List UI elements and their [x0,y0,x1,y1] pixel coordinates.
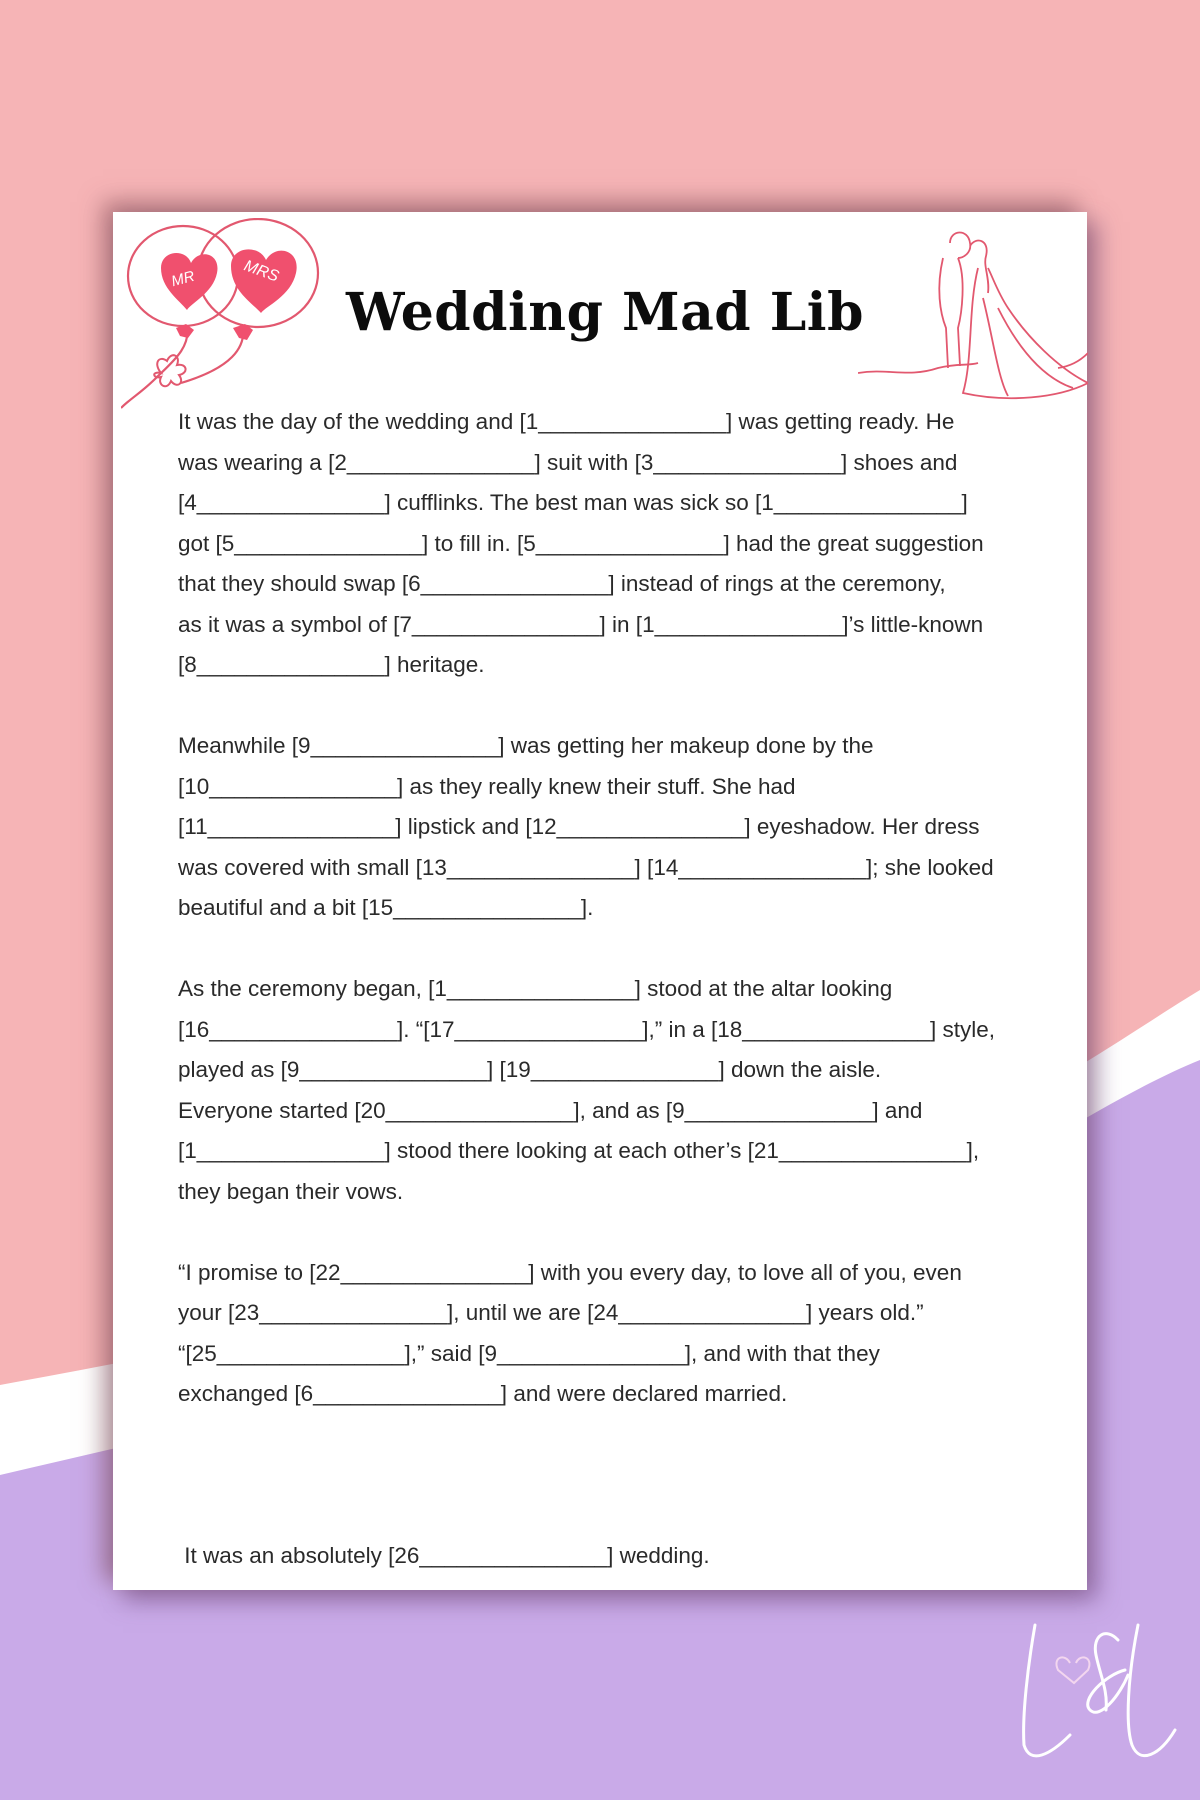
story-line: [11_______________] lipstick and [12_______________] eyeshadow. Her dress [178,814,980,839]
madlib-sheet [113,212,1087,1590]
mrs-label: MRS [241,257,281,286]
story-line: beautiful and a bit [15_______________]. [178,895,594,920]
story-paragraph-5 [178,1455,1048,1658]
story-line: was wearing a [2_______________] suit with [3_______________] shoes and [178,449,958,475]
story-line: got [5_______________] to fill in. [5_______________] had the great suggestion [178,530,984,556]
story-line: Everyone started [20_______________], and as [9_______________] and [178,1097,923,1123]
story-line: exchanged [6_______________] and were declared married. [178,1381,788,1406]
story-line: [16_______________]. “[17_______________],” in a [18_______________] style, [178,1016,995,1042]
story-line: [8_______________] heritage. [178,652,485,677]
story-line: that they should swap [6_______________] instead of rings at the ceremony, [178,571,946,596]
story-line: your [23_______________], until we are [24_______________] years old.” [178,1300,924,1325]
story-line: It was the day of the wedding and [1_______________] was getting ready. He [178,409,955,434]
story-paragraph-1 [178,402,1048,686]
story-line: [4_______________] cufflinks. The best man was sick so [1_______________] [178,490,968,515]
story-line: “I promise to [22_______________] with you every day, to love all of you, even [178,1259,962,1285]
heart-icon [1056,1657,1089,1683]
story-line: It was an absolutely [26_______________] wedding. [178,1543,710,1568]
story-paragraph-4 [178,1253,1048,1415]
story-line: Meanwhile [9_______________] was getting her makeup done by the [178,733,874,758]
bride-groom-icon [858,218,1088,418]
story-line: As the ceremony began, [1_______________] stood at the altar looking [178,976,893,1001]
page-title: Wedding Mad Lib [346,282,864,343]
story-paragraph-2 [178,726,1048,929]
story-line: [10_______________] as they really knew their stuff. She had [178,773,796,799]
story-line: was covered with small [13_______________] [14_______________]; she looked [178,854,994,880]
story-line: “[25_______________],” said [9_______________], and with that they [178,1340,880,1366]
story-line: as it was a symbol of [7_______________] in [1_______________]’s little-known [178,611,984,637]
madlib-story [178,402,1048,1698]
story-paragraph-3 [178,969,1048,1212]
story-line: [1_______________] stood there looking at each other’s [21_______________], [178,1138,980,1163]
story-line: played as [9_______________] [19_______________] down the aisle. [178,1057,882,1082]
brand-logo [1010,1615,1180,1775]
story-line: they began their vows. [178,1178,404,1204]
mr-label: MR [169,267,197,291]
